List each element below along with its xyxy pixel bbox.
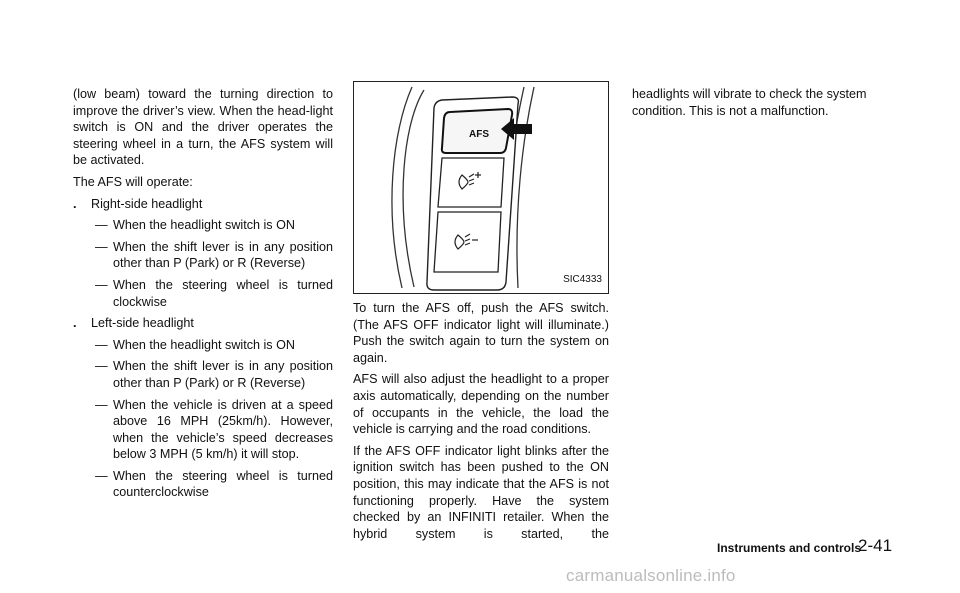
afs-switch-figure: [353, 81, 609, 294]
bullet-dot: .: [73, 316, 77, 331]
list-item: — When the headlight switch is ON: [95, 218, 295, 233]
footer-section-title: Instruments and controls: [717, 541, 862, 555]
panel-curve-right-outer: [517, 87, 534, 288]
bullet-dot: .: [73, 196, 77, 211]
paragraph: If the AFS OFF indicator light blinks after the ignition switch has been pushed to the ON position, this may indicate that the AFS is not functioning properly. Have the system checked by an INFINITI retailer. When the hybrid system is started, the: [353, 443, 609, 541]
page-number: 2-41: [858, 536, 893, 555]
panel-curve-outer: [392, 87, 412, 288]
bullet-title: Right-side headlight: [91, 196, 203, 211]
bullet-title: Left-side headlight: [91, 316, 194, 331]
bullet-right-headlight: [73, 196, 333, 213]
list-item: — When the vehicle is driven at a speed above 16 MPH (25km/h). However, when the vehicle’s speed decreases below 3 MPH (5 km/h) it will stop.: [95, 397, 333, 462]
dash: —: [95, 359, 108, 374]
panel-curve-left: [403, 90, 424, 287]
operate-lead: The AFS will operate:: [73, 174, 193, 189]
list-item: — When the steering wheel is turned clockwise: [95, 277, 333, 309]
middle-column: [353, 81, 609, 542]
dash: —: [95, 397, 108, 412]
paragraph: AFS will also adjust the headlight to a proper axis automatically, depending on the number of occupants in the vehicle, the load the vehicle is carrying and the road conditions.: [353, 372, 609, 437]
list-item: — When the headlight switch is ON: [95, 337, 295, 352]
dash: —: [95, 468, 108, 483]
dash: —: [95, 337, 108, 352]
figure-code: SIC4333: [563, 274, 602, 286]
list-item: — When the steering wheel is turned counterclockwise: [95, 468, 333, 500]
left-column: [73, 86, 333, 501]
list-item: — When the shift lever is in any position other than P (Park) or R (Reverse): [95, 239, 333, 271]
level-up-button: [438, 158, 504, 207]
afs-button-label: AFS: [469, 129, 489, 140]
list-item: — When the shift lever is in any position other than P (Park) or R (Reverse): [95, 359, 333, 390]
watermark: carmanualsonline.info: [566, 566, 736, 585]
intro-paragraph: (low beam) toward the turning direction to improve the driver’s view. When the head-light switch is ON and the driver operates the steering wheel in a turn, the AFS system will be activated.: [73, 87, 333, 168]
level-down-button: [434, 212, 501, 272]
dash: —: [95, 218, 108, 233]
dash: —: [95, 277, 108, 292]
dash: —: [95, 239, 108, 254]
paragraph: headlights will vibrate to check the system condition. This is not a malfunction.: [632, 87, 867, 118]
paragraph: To turn the AFS off, push the AFS switch. (The AFS OFF indicator light will illuminate.) Push the switch again to turn the system on again.: [353, 301, 609, 365]
afs-switch-illustration: [354, 82, 608, 293]
right-column: [632, 86, 892, 119]
bullet-left-headlight: [73, 315, 333, 332]
